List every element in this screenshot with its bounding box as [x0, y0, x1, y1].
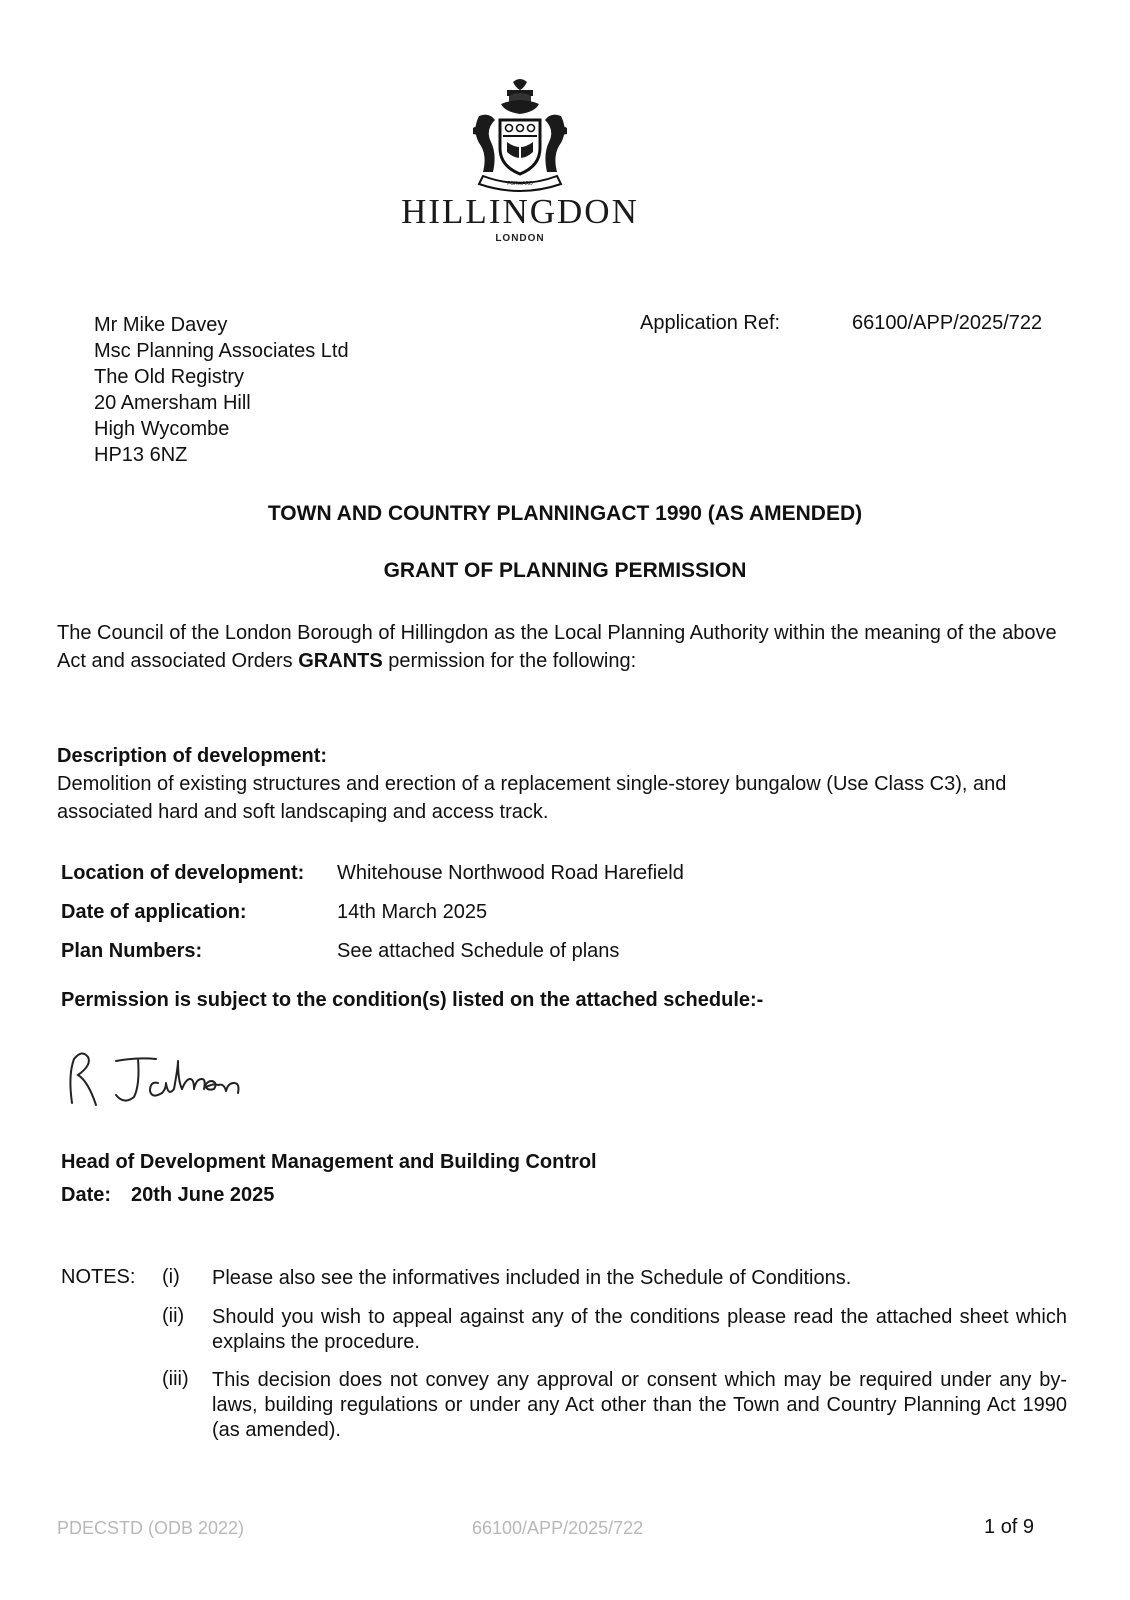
recipient-address — [94, 312, 349, 468]
location-value: Whitehouse Northwood Road Harefield — [337, 862, 684, 884]
logo-wordmark: HILLINGDON — [401, 192, 639, 231]
signatory-role: Head of Development Management and Building Control — [61, 1151, 597, 1173]
application-ref-value: 66100/APP/2025/722 — [852, 312, 1043, 334]
signature-image — [60, 1045, 265, 1115]
address-postcode: HP13 6NZ — [94, 444, 188, 466]
intro-paragraph — [57, 619, 1087, 675]
intro-text-1: The Council of the London Borough of Hillingdon as the Local Planning Authority within the meaning of the above Act and associated Orders — [57, 622, 1057, 672]
address-line-1: The Old Registry — [94, 366, 245, 388]
description-text: Demolition of existing structures and erection of a replacement single-storey bungalow (Use Class C3), and associated hard and soft landscaping and access track. — [57, 773, 1007, 823]
recipient-name: Mr Mike Davey — [94, 314, 228, 336]
description-label: Description of development: — [57, 745, 328, 767]
note-number: (ii) — [162, 1305, 185, 1327]
location-label: Location of development: — [61, 862, 305, 884]
note-text: This decision does not convey any approval or consent which may be required under any by-laws, building regulations or under any Act other than the Town and Country Planning Act 1990 (as amended). — [212, 1369, 1067, 1441]
plan-numbers-label: Plan Numbers: — [61, 940, 203, 962]
act-heading: TOWN AND COUNTRY PLANNINGACT 1990 (AS AMENDED) — [267, 502, 863, 525]
footer-reference: 66100/APP/2025/722 — [472, 1518, 644, 1538]
decision-date-value: 20th June 2025 — [131, 1184, 275, 1206]
plan-numbers-value: See attached Schedule of plans — [337, 940, 620, 962]
page-number — [984, 1516, 1034, 1539]
decision-date-label: Date: — [61, 1184, 112, 1206]
application-date-value: 14th March 2025 — [337, 901, 488, 923]
intro-text-2: permission for the following: — [388, 650, 637, 672]
grant-heading: GRANT OF PLANNING PERMISSION — [383, 559, 747, 582]
application-date-label: Date of application: — [61, 901, 247, 923]
logo-subtitle: LONDON — [495, 233, 545, 244]
coat-of-arms-icon — [465, 76, 575, 196]
address-town: High Wycombe — [94, 418, 230, 440]
address-line-2: 20 Amersham Hill — [94, 392, 251, 414]
page-current: 1 — [984, 1516, 996, 1538]
note-text: Should you wish to appeal against any of the conditions please read the attached sheet which explains the procedure. — [212, 1306, 1067, 1353]
note-number: (iii) — [162, 1368, 189, 1390]
hillingdon-logo — [385, 76, 655, 251]
permission-conditions-text: Permission is subject to the condition(s) listed on the attached schedule:- — [61, 989, 764, 1011]
recipient-company: Msc Planning Associates Ltd — [94, 340, 349, 362]
intro-grants: GRANTS — [298, 650, 383, 672]
note-text: Please also see the informatives included in the Schedule of Conditions. — [212, 1267, 852, 1289]
notes-label: NOTES: — [61, 1266, 136, 1288]
footer-document-code: PDECSTD (ODB 2022) — [57, 1518, 245, 1538]
crest-motto: FORWARD — [507, 181, 533, 187]
page-total: of 9 — [1000, 1516, 1035, 1538]
application-ref-label: Application Ref: — [640, 312, 781, 334]
note-number: (i) — [162, 1266, 180, 1288]
